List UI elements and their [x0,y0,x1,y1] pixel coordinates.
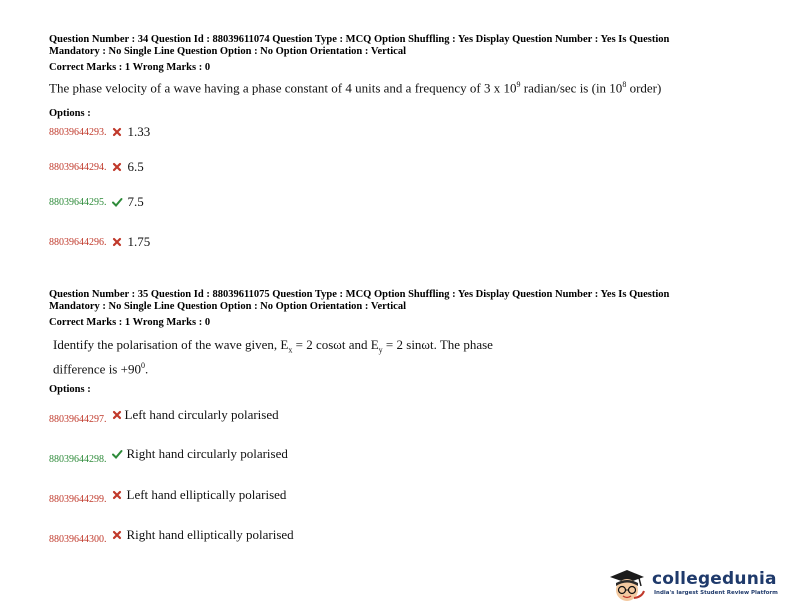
option-id: 88039644299. [49,494,107,505]
option-id: 88039644297. [49,414,107,425]
option-value: 7.5 [127,194,144,209]
logo-tagline: India's largest Student Review Platform [654,590,778,596]
option-value: Right hand elliptically polarised [126,526,294,542]
check-icon [111,448,123,460]
q34-option[interactable] [49,159,144,175]
q34-options-label: Options : [49,108,91,119]
q34-option[interactable] [49,194,144,210]
option-value: 1.75 [127,234,151,249]
option-id: 88039644294. [49,161,107,173]
cross-icon [111,529,123,541]
option-id: 88039644298. [49,454,107,465]
q34-option[interactable] [49,234,150,250]
cross-icon [111,236,123,248]
q35-text-part: Identify the polarisation of the wave given, E [53,337,289,352]
mascot-icon [606,567,648,603]
q35-marks: Correct Marks : 1 Wrong Marks : 0 [49,317,211,328]
option-id: 88039644296. [49,236,107,248]
q35-text-sup: 0 [140,361,145,370]
q35-meta-line2: Mandatory : No Single Line Question Option : No Option Orientation : Vertical [49,301,407,312]
q34-meta [49,34,669,58]
option-value: Left hand elliptically polarised [126,486,287,502]
q35-text-part: = 2 cosωt and E [292,337,379,352]
q34-marks: Correct Marks : 1 Wrong Marks : 0 [49,62,211,73]
cross-icon [111,126,123,138]
q35-text-part: = 2 sinωt. The phase [382,337,493,352]
q35-text-part: . [144,361,149,377]
option-value: Left hand circularly polarised [124,406,279,422]
check-icon [111,196,123,208]
q34-meta-line1: Question Number : 34 Question Id : 88039611074 Question Type : MCQ Option Shuffling : Yes Display Question Number : Yes Is Question [49,34,670,45]
q35-question-line1 [53,337,493,355]
q34-question-text [49,80,661,96]
q35-option[interactable] [49,484,286,505]
q35-question-line2 [53,361,148,377]
q34-text-part: The phase velocity of a wave having a phase constant of 4 units and a frequency of 3 x 10 [49,80,517,96]
option-value: 6.5 [127,159,144,174]
q34-text-sup: 8 [622,80,627,89]
q35-text-sub: y [378,345,383,355]
cross-icon [111,489,123,501]
q35-meta [49,289,669,313]
option-id: 88039644293. [49,126,107,138]
collegedunia-logo [606,565,788,605]
q35-option[interactable] [49,524,294,545]
q34-text-part: order) [626,80,662,96]
q35-text-sub: x [288,345,293,355]
option-value: 1.33 [127,124,151,139]
q35-option[interactable] [49,442,288,465]
logo-name: collegedunia [652,569,777,589]
q34-text-sup: 9 [516,80,521,89]
q34-option[interactable] [49,124,150,140]
q35-option[interactable] [49,404,279,425]
option-value: Right hand circularly polarised [126,445,288,461]
cross-icon [111,161,123,173]
q35-options-label: Options : [49,384,91,395]
q35-text-part: difference is +90 [53,361,141,377]
q34-meta-line2: Mandatory : No Single Line Question Option : No Option Orientation : Vertical [49,46,407,57]
cross-icon [111,409,123,421]
q35-meta-line1: Question Number : 35 Question Id : 88039611075 Question Type : MCQ Option Shuffling : Yes Display Question Number : Yes Is Question [49,289,670,300]
option-id: 88039644300. [49,534,107,545]
q34-text-part: radian/sec is (in 10 [520,80,623,96]
option-id: 88039644295. [49,196,107,208]
